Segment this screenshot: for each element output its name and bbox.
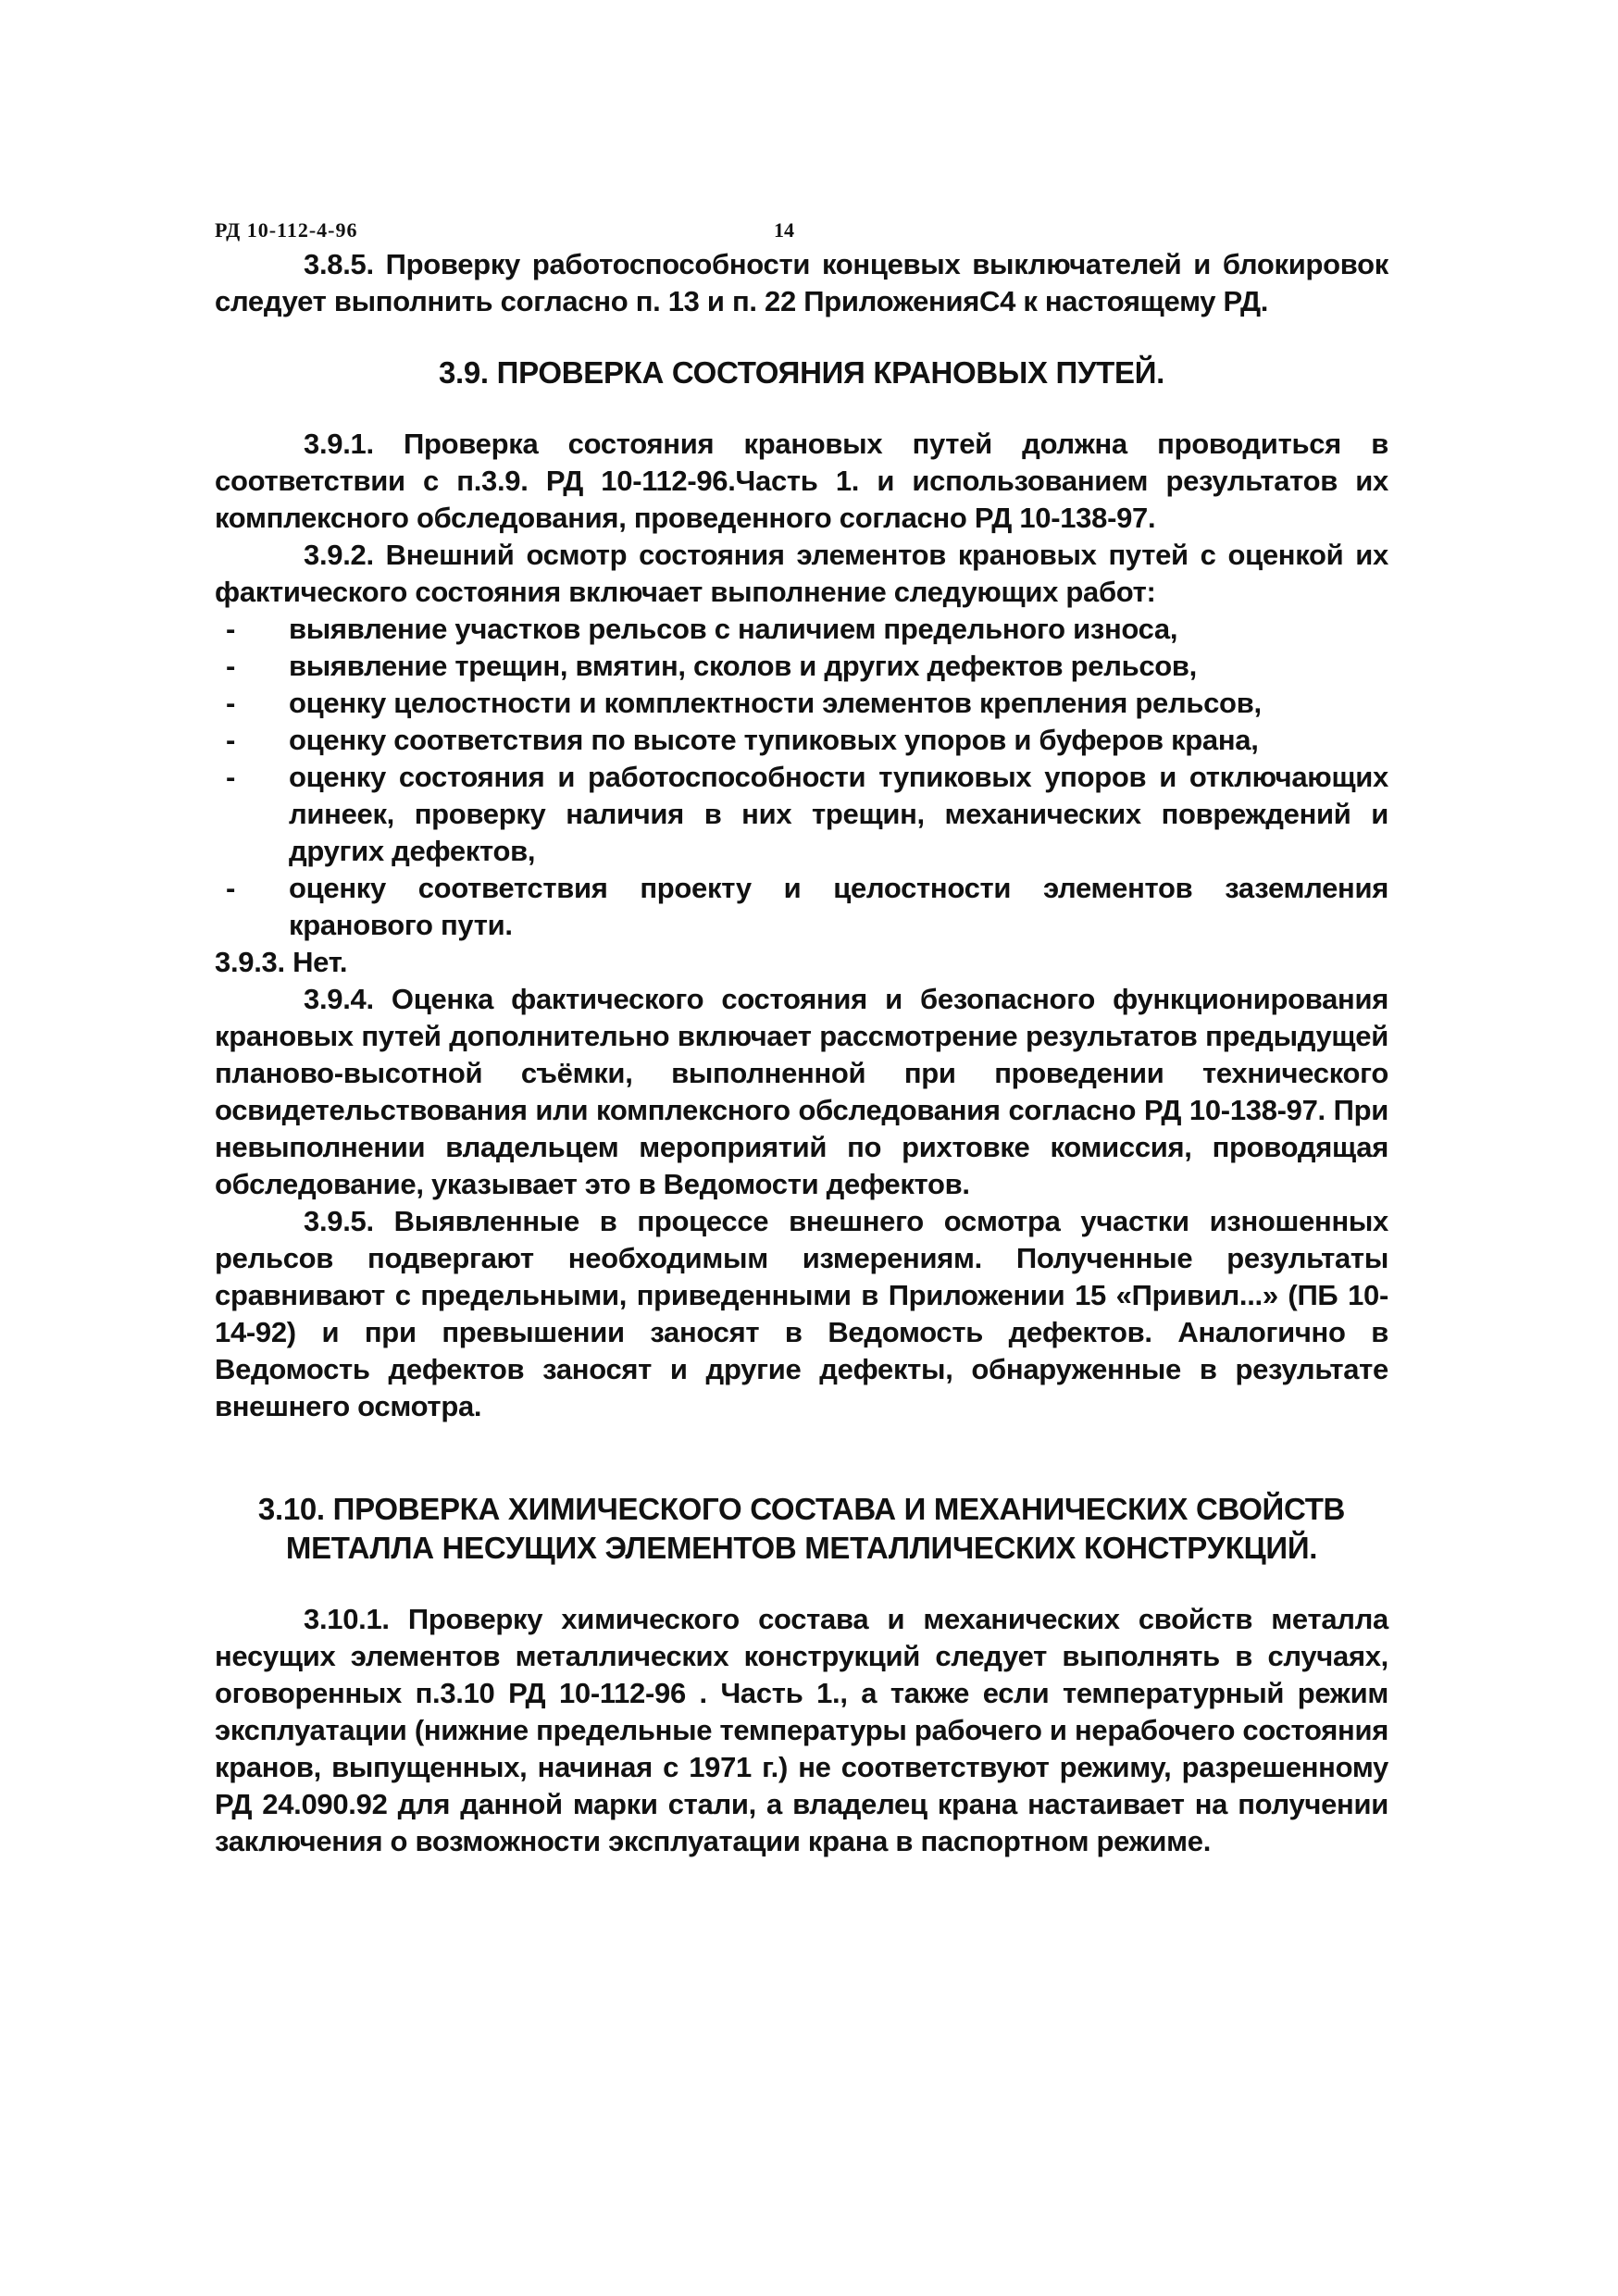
list-item [215,648,1388,685]
paragraph-3-9-2: 3.9.2. Внешний осмотр состояния элементов крановых путей с оценкой их фактического состояния включает выполнение следующих работ: [215,539,1388,608]
page-number: 14 [774,218,794,242]
list-item-text: оценку состояния и работоспособности тупиковых упоров и отключающих линеек, проверку наличия в них трещин, механических повреждений и других дефектов, [289,761,1388,867]
list-item [215,685,1388,722]
list-item-text: выявление участков рельсов с наличием предельного износа, [289,613,1178,645]
list-item [215,759,1388,870]
list-dash: - [226,872,236,904]
list-item [215,870,1388,944]
list-dash: - [226,613,236,645]
paragraph-3-8-5: 3.8.5. Проверку работоспособности концевых выключателей и блокировок следует выполнить согласно п. 13 и п. 22 ПриложенияС4 к настоящему РД. [215,248,1388,317]
paragraph-3-9-4: 3.9.4. Оценка фактического состояния и безопасного функционирования крановых путей дополнительно включает рассмотрение результатов предыдущей планово-высотной съёмки, выполненной при проведении технического освидетельствования или комплексного обследования согласно РД 10-138-97. При невыполнении владельцем мероприятий по рихтовке комиссия, проводящая обследование, указывает это в Ведомости дефектов. [215,983,1388,1200]
document-body [215,246,1388,1860]
list-item [215,722,1388,759]
list-item [215,611,1388,648]
document-code: РД 10-112-4-96 [215,218,358,242]
list-dash: - [226,687,236,719]
work-list [215,611,1388,944]
list-item-text: оценку целостности и комплектности элементов крепления рельсов, [289,687,1262,719]
paragraph-3-10-1: 3.10.1. Проверку химического состава и механических свойств металла несущих элементов металлических конструкций следует выполнять в случаях, оговоренных п.3.10 РД 10-112-96 . Часть 1., а также если температурный режим эксплуатации (нижние предельные температуры рабочего и нерабочего состояния кранов, выпущенных, начиная с 1971 г.) не соответствуют режиму, разрешенному РД 24.090.92 для данной марки стали, а владелец крана настаивает на получении заключения о возможности эксплуатации крана в паспортном режиме. [215,1603,1388,1857]
section-heading-3-10: 3.10. ПРОВЕРКА ХИМИЧЕСКОГО СОСТАВА И МЕХАНИЧЕСКИХ СВОЙСТВ МЕТАЛЛА НЕСУЩИХ ЭЛЕМЕНТОВ МЕТАЛЛИЧЕСКИХ КОНСТРУКЦИЙ. [257,1492,1346,1565]
paragraph-3-9-1: 3.9.1. Проверка состояния крановых путей должна проводиться в соответствии с п.3.9. РД 10-112-96.Часть 1. и использованием результатов их комплексного обследования, проведенного согласно РД 10-138-97. [215,428,1388,534]
list-dash: - [226,761,236,793]
paragraph-3-9-5: 3.9.5. Выявленные в процессе внешнего осмотра участки изношенных рельсов подвергают необходимым измерениям. Полученные результаты сравнивают с предельными, приведенными в Приложении 15 «Привил...» (ПБ 10-14-92) и при превышении заносят в Ведомость дефектов. Аналогично в Ведомость дефектов заносят и другие дефекты, обнаруженные в результате внешнего осмотра. [215,1205,1388,1422]
section-heading-3-9: 3.9. ПРОВЕРКА СОСТОЯНИЯ КРАНОВЫХ ПУТЕЙ. [438,355,1165,390]
list-dash: - [226,650,236,682]
list-item-text: оценку соответствия по высоте тупиковых упоров и буферов крана, [289,724,1259,756]
list-dash: - [226,724,236,756]
list-item-text: выявление трещин, вмятин, сколов и других дефектов рельсов, [289,650,1197,682]
list-item-text: оценку соответствия проекту и целостности элементов заземления кранового пути. [289,872,1388,941]
paragraph-3-9-3: 3.9.3. Нет. [215,946,348,978]
